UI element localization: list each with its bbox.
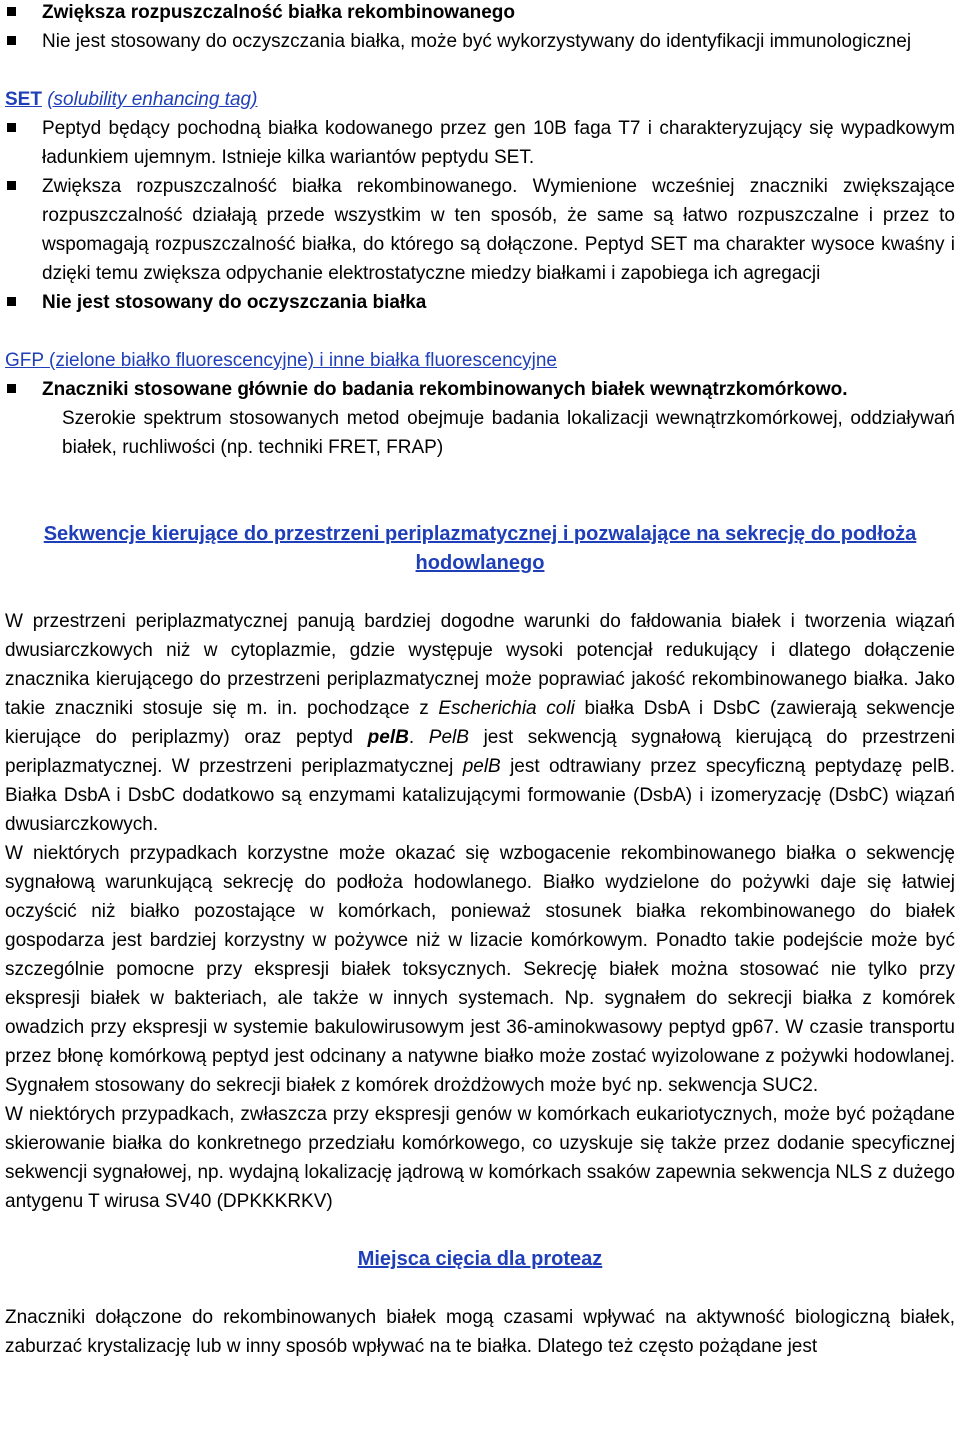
peptide-name: pelB — [367, 727, 409, 748]
set-abbreviation: SET — [5, 89, 42, 110]
list-item: Nie jest stosowany do oczyszczania białka — [5, 288, 955, 317]
list-item: Zwiększa rozpuszczalność białka rekombinowanego — [5, 0, 955, 27]
text-run: W przestrzeni periplazmatycznej panują bardziej dogodne warunki do fałdowania białek i tworzenia wiązań dwusiarczkowych niż w cytoplazmie, gdzie występuje wysoki potencjał redukujący i dlatego dołączenie znacznika kierującego do przestrzeni periplazmatycznej może poprawiać jakość rekombinowanego białka. Jako takie znaczniki stosuje się m. in. pochodzące z — [5, 611, 955, 719]
paragraph-periplasm-3: W niektórych przypadkach, zwłaszcza przy ekspresji genów w komórkach eukariotycznych, może być pożądane skierowanie białka do konkretnego przedziału komórkowego, co uzyskuje się także przez dodanie specyficznej sekwencji sygnałowej, np. wydajną lokalizację jądrową w komórkach ssaków zapewnia sekwencja NLS z dużego antygenu T wirusa SV40 (DPKKKRKV) — [5, 1104, 955, 1212]
list-item: Znaczniki stosowane głównie do badania rekombinowanych białek wewnątrzkomórkowo. — [5, 375, 955, 404]
paragraph-periplasm-2: W niektórych przypadkach korzystne może okazać się wzbogacenie rekombinowanego białka o sekwencję sygnałową warunkującą sekrecję do podłoża hodowlanego. Białko wydzielone do pożywki daje się łatwiej oczyścić niż białko pozostające w komórkach, ponieważ stosunek białka rekombinowanego do białek gospodarza jest bardziej korzystny w pożywce niż w lizacie komórkowym. Ponadto takie podejście może być szczególnie pomocne przy ekspresji białek toksycznych. Sekrecję białek można stosować nie tylko przy ekspresji białek w bakteriach, ale także w innych systemach. Np. sygnałem do sekrecji białka z komórek owadzich przy ekspresji w systemie bakulowirusowym jest 36-aminokwasowy peptyd gp67. W czasie transportu przez błonę komórkową peptyd jest odcinany a natywne białko może zostać wyizolowane z pożywki hodowlanej. Sygnałem stosowany do sekrecji białek z komórek drożdżowych może być np. sekwencja SUC2. — [5, 843, 955, 1096]
list-item-continuation: Szerokie spektrum stosowanych metod obejmuje badania lokalizacji wewnątrzkomórkowej, oddziaływań białek, ruchliwości (np. techniki FRET, FRAP) — [62, 408, 955, 458]
species-name: Escherichia coli — [438, 698, 575, 719]
section-heading-gfp: GFP (zielone białko fluorescencyjne) i inne białka fluorescencyjne — [5, 350, 557, 371]
peptide-name: pelB — [462, 756, 501, 777]
document-page — [5, 0, 955, 1361]
text-run: białka DsbA i DsbC (zawierają sekwencje kierujące do periplazmy) oraz peptyd — [5, 698, 955, 748]
set-full-name: (solubility enhancing tag) — [47, 89, 258, 110]
section-heading-set — [5, 85, 955, 114]
list-item: Zwiększa rozpuszczalność białka rekombinowanego. Wymienione wcześniej znaczniki zwiększające rozpuszczalność działają przede wszystkim w ten sposób, że same są łatwo rozpuszczalne i przez to wspomagają rozpuszczalność białka, do którego są dołączone. Peptyd SET ma charakter wysoce kwaśny i dzięki temu zwiększa odpychanie elektrostatyczne miedzy białkami i zapobiega ich agregacji — [5, 172, 955, 288]
text-run: jest sekwencją sygnałową kierującą do przestrzeni periplazmatycznej. W przestrzeni periplazmatycznej — [5, 727, 955, 777]
list-item: Peptyd będący pochodną białka kodowanego przez gen 10B faga T7 i charakteryzujący się wypadkowym ładunkiem ujemnym. Istnieje kilka wariantów peptydu SET. — [5, 114, 955, 172]
section-title-protease: Miejsca cięcia dla proteaz — [357, 1248, 603, 1270]
peptide-name: PelB — [428, 727, 469, 748]
text-run: . — [408, 727, 429, 748]
section-title-periplasm: Sekwencje kierujące do przestrzeni periplazmatycznej i pozwalające na sekrecję do podłoża hodowlanego — [43, 523, 917, 574]
paragraph-periplasm-1 — [5, 607, 955, 839]
list-item: Nie jest stosowany do oczyszczania białka, może być wykorzystywany do identyfikacji immunologicznej — [5, 27, 955, 56]
paragraph-protease-1: Znaczniki dołączone do rekombinowanych białek mogą czasami wpływać na aktywność biologiczną białek, zaburzać krystalizację lub w inny sposób wpływać na te białka. Dlatego też często pożądane jest — [5, 1307, 955, 1357]
text-run: jest odtrawiany przez specyficzną peptydazę pelB. Białka DsbA i DsbC dodatkowo są enzymami katalizującymi formowanie (DsbA) i izomeryzację (DsbC) wiązań dwusiarczkowych. — [5, 756, 955, 835]
